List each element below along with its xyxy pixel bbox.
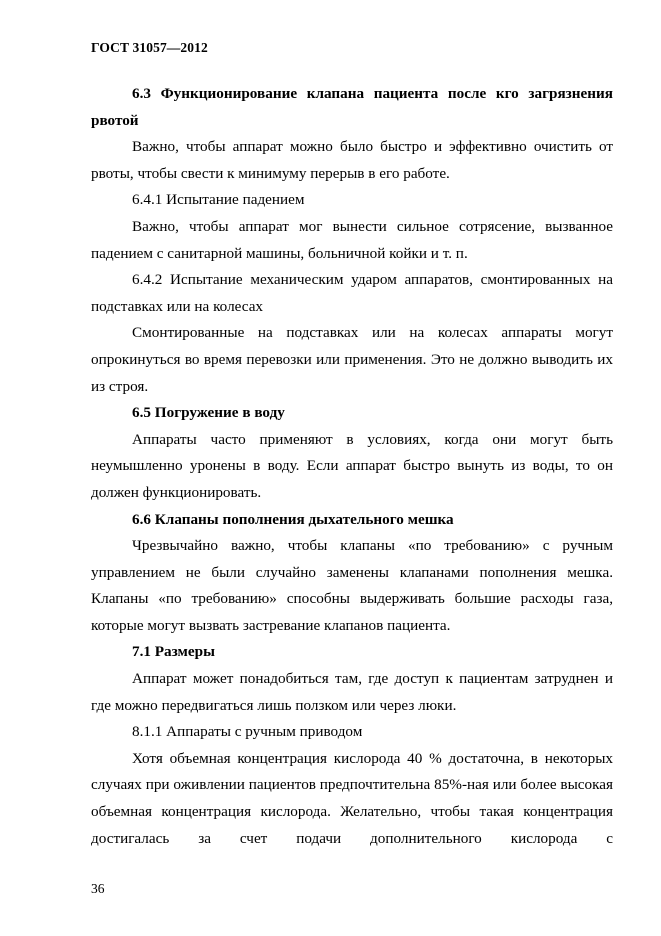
page-number: 36 <box>91 881 105 896</box>
section-heading: 6.3 Функционирование клапана пациента после кго загрязнения рвотой <box>91 85 613 129</box>
paragraph: Аппарат может понадобиться там, где доступ к пациентам затруднен и где можно передвигаться лишь ползком или через люки. <box>91 670 613 714</box>
paragraph: Хотя объемная концентрация кислорода 40 % достаточна, в некоторых случаях при оживлении пациентов предпочтительна 85%-ная или более высокая объемная концентрация кислорода. Желательно, чтобы такая концентрация достигалась за счет подачи дополнительного кислорода с <box>91 749 613 847</box>
subsection-title: 8.1.1 Аппараты с ручным приводом <box>132 723 363 741</box>
paragraph: Важно, чтобы аппарат можно было быстро и эффективно очистить от рвоты, чтобы свести к минимуму перерыв в его работе. <box>91 138 613 182</box>
document-code-header: ГОСТ 31057—2012 <box>91 40 208 55</box>
section-heading: 6.5 Погружение в воду <box>132 404 285 422</box>
paragraph: Аппараты часто применяют в условиях, когда они могут быть неумышленно уронены в воду. Если аппарат быстро вынуть из воды, то он должен функционировать. <box>91 430 613 501</box>
document-body <box>91 81 613 852</box>
paragraph: Чрезвычайно важно, чтобы клапаны «по требованию» с ручным управлением не были случайно заменены клапанами пополнения мешка. Клапаны «по требованию» способны выдерживать большие расходы газа, которые могут вызвать застревание клапанов пациента. <box>91 537 613 634</box>
subsection-title: 6.4.2 Испытание механическим ударом аппаратов, смонтированных на подставках или на колесах <box>91 271 613 315</box>
section-heading: 6.6 Клапаны пополнения дыхательного мешка <box>132 510 454 528</box>
subsection-title: 6.4.1 Испытание падением <box>132 191 305 209</box>
paragraph: Смонтированные на подставках или на колесах аппараты могут опрокинуться во время перевозки или применения. Это не должно выводить их из строя. <box>91 324 613 395</box>
section-heading: 7.1 Размеры <box>132 643 215 661</box>
paragraph: Важно, чтобы аппарат мог вынести сильное сотрясение, вызванное падением с санитарной машины, больничной койки и т. п. <box>91 217 613 262</box>
